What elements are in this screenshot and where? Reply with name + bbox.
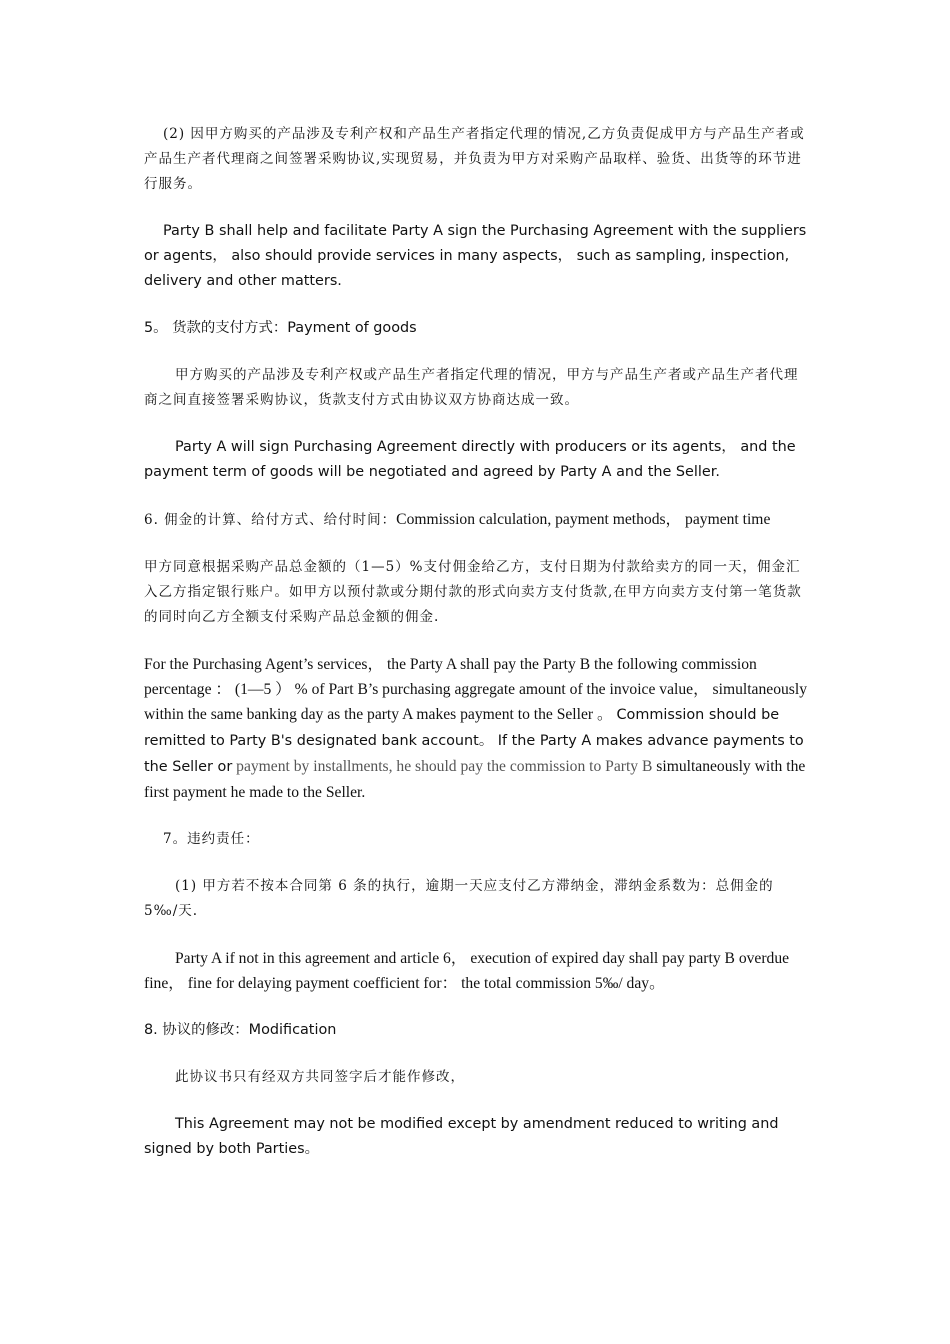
clause-5-chinese: 甲方购买的产品涉及专利产权或产品生产者指定代理的情况，甲方与产品生产者或产品生产者代理商之间直接签署采购协议，货款支付方式由协议双方协商达成一致。: [144, 367, 799, 408]
clause-6-english: [144, 652, 808, 805]
clause-4-2-chinese: (2) 因甲方购买的产品涉及专利产权和产品生产者指定代理的情况,乙方负责促成甲方与产品生产者或产品生产者代理商之间签署采购协议,实现贸易，并负责为甲方对采购产品取样、验货、出货等的环节进行服务。: [144, 126, 805, 192]
clause-6-heading: [144, 507, 808, 533]
clause-7-1-chinese: (1) 甲方若不按本合同第 6 条的执行，逾期一天应支付乙方滞纳金，滞纳金系数为：总佣金的 5‰/天.: [144, 878, 774, 919]
clause-7-1-english: Party A if not in this agreement and article 6， execution of expired day shall pay party B overdue fine， fine for delaying payment coefficient for： the total commission 5‰/ day。: [144, 950, 790, 992]
clause-6-english-part-4: simultaneously with the first payment he made to the Seller.: [144, 758, 806, 801]
document-body: [144, 122, 808, 1162]
clause-8-english: This Agreement may not be modified except by amendment reduced to writing and signed by both Parties。: [144, 1116, 779, 1157]
clause-5-heading: 5。 货款的支付方式：Payment of goods: [144, 320, 417, 336]
clause-8-heading: 8. 协议的修改：Modification: [144, 1022, 337, 1038]
clause-7-heading: 7。违约责任：: [163, 831, 260, 847]
clause-6-heading-chinese: 6. 佣金的计算、给付方式、给付时间：: [144, 512, 397, 528]
clause-6-heading-english: Commission calculation, payment methods， payment time: [396, 511, 771, 528]
clause-6-chinese: 甲方同意根据采购产品总金额的（1—5）%支付佣金给乙方，支付日期为付款给卖方的同一天，佣金汇入乙方指定银行账户。如甲方以预付款或分期付款的形式向卖方支付货款,在甲方向卖方支付第一笔货款的同时向乙方全额支付采购产品总金额的佣金.: [144, 559, 802, 625]
clause-4-2-english: Party B shall help and facilitate Party A sign the Purchasing Agreement with the suppliers or agents， also should provide services in many aspects， such as sampling, inspection, delivery and other matters.: [144, 223, 807, 289]
clause-5-english: Party A will sign Purchasing Agreement directly with producers or its agents， and the payment term of goods will be negotiated and agreed by Party A and the Seller.: [144, 439, 796, 480]
clause-6-english-part-1: For the Purchasing Agent’s services， the Party A shall pay the Party B the following commission percentage ： (1—5 ） % of Part B’s purchasing aggregate amount of the invoice value， simultaneously within the same banking day as the party A makes payment to the Seller 。: [144, 656, 807, 723]
clause-6-english-part-2: Commission should be remitted to Party B's designated bank account。 If the Party A makes advance payments to the Seller or: [144, 707, 804, 775]
clause-8-chinese: 此协议书只有经双方共同签字后才能作修改，: [175, 1069, 465, 1085]
clause-6-english-part-3: payment by installments, he should pay the commission to Party B: [236, 758, 653, 775]
